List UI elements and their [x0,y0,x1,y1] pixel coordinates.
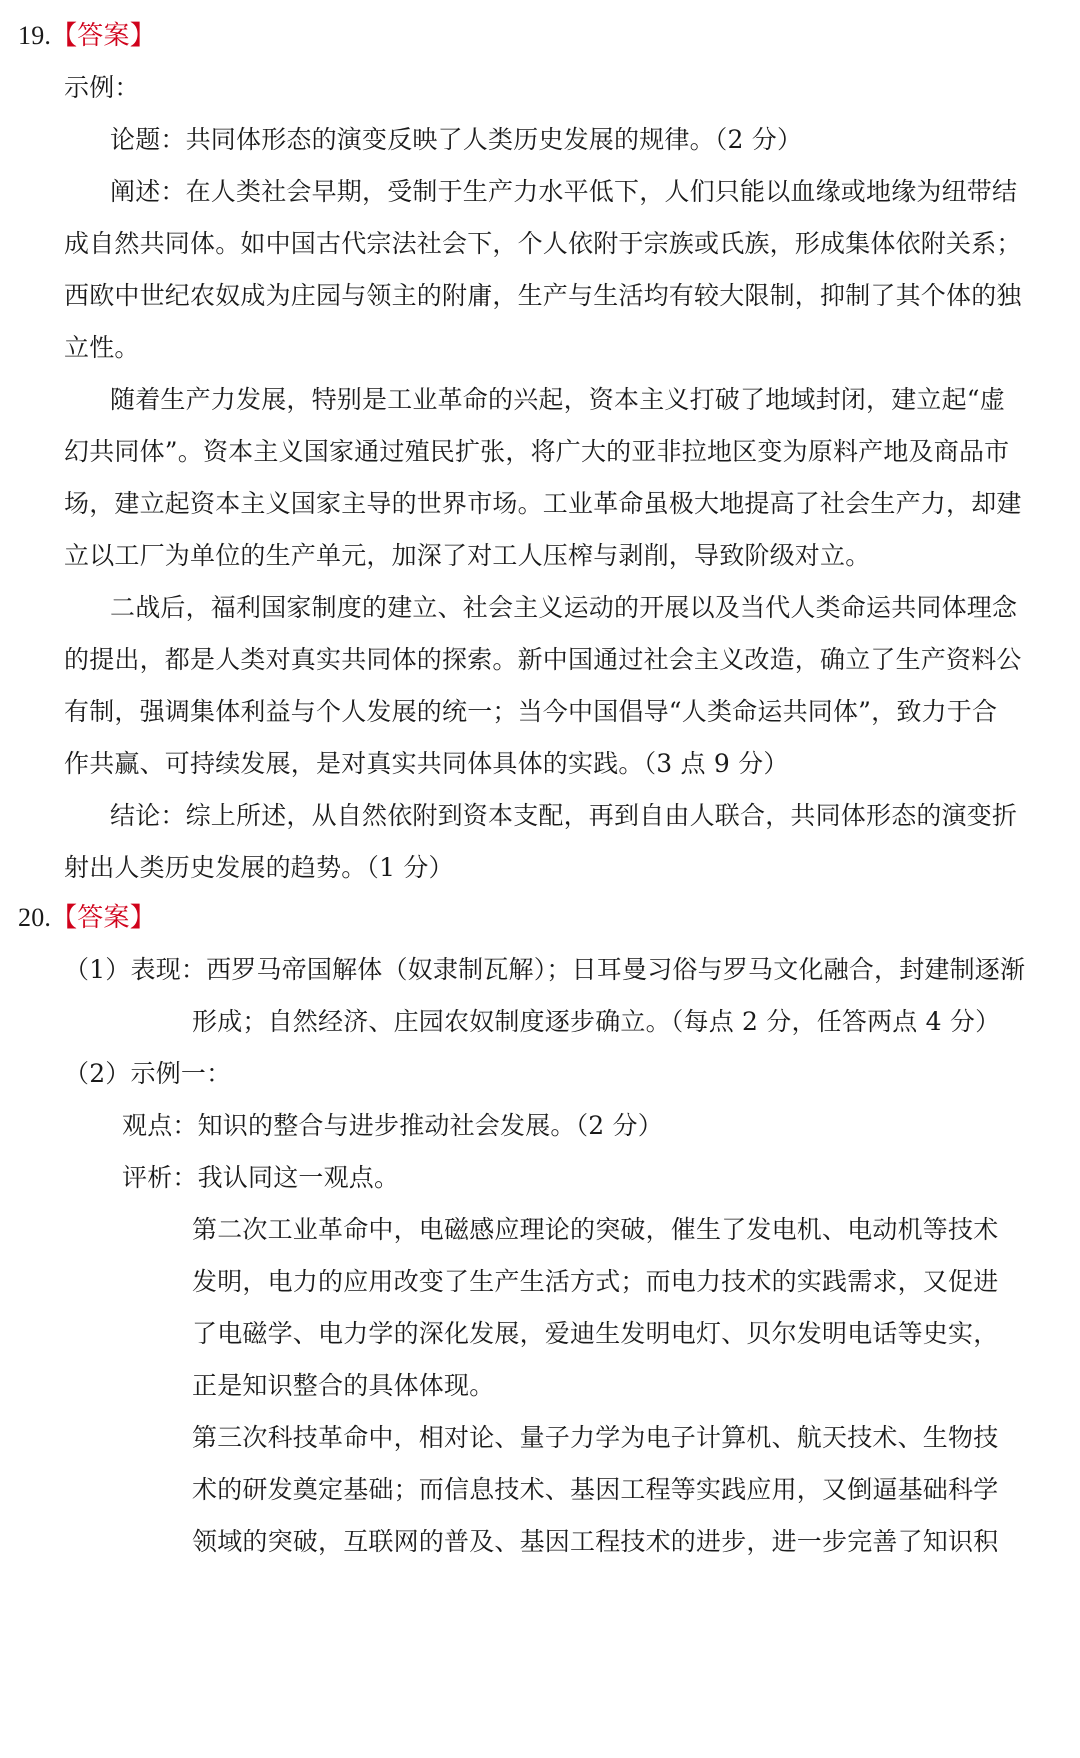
paragraph-line: 评析：我认同这一观点。 [122,1163,400,1192]
paragraph-line: 的提出，都是人类对真实共同体的探索。新中国通过社会主义改造，确立了生产资料公 [64,645,1022,674]
paragraph-line: 论题：共同体形态的演变反映了人类历史发展的规律。（2 分） [110,125,803,154]
paragraph-line: 西欧中世纪农奴成为庄园与领主的附庸，生产与生活均有较大限制，抑制了其个体的独 [64,281,1022,310]
paragraph-line: 观点：知识的整合与进步推动社会发展。（2 分） [122,1111,663,1140]
paragraph-line: 形成；自然经济、庄园农奴制度逐步确立。（每点 2 分，任答两点 4 分） [192,1007,1001,1036]
paragraph-line: （1）表现：西罗马帝国解体（奴隶制瓦解）；日耳曼习俗与罗马文化融合，封建制逐渐 [64,955,1026,984]
answer-tag: 【答案】 [51,903,156,933]
paragraph-line: 场，建立起资本主义国家主导的世界市场。工业革命虽极大地提高了社会生产力，却建 [64,489,1022,518]
paragraph-line: 第三次科技革命中，相对论、量子力学为电子计算机、航天技术、生物技 [192,1423,999,1452]
paragraph-line: 发明，电力的应用改变了生产生活方式；而电力技术的实践需求，又促进 [192,1267,999,1296]
question-number: 19. [18,21,52,50]
answer-tag: 【答案】 [51,21,156,51]
paragraph-line: 幻共同体”。资本主义国家通过殖民扩张，将广大的亚非拉地区变为原料产地及商品市 [64,437,1010,466]
paragraph-line: 了电磁学、电力学的深化发展，爱迪生发明电灯、贝尔发明电话等史实， [192,1319,999,1348]
question-number: 20. [18,903,52,932]
paragraph-line: 第二次工业革命中，电磁感应理论的突破，催生了发电机、电动机等技术 [192,1215,999,1244]
paragraph-line: 正是知识整合的具体体现。 [192,1371,495,1400]
paragraph-line: 立以工厂为单位的生产单元，加深了对工人压榨与剥削，导致阶级对立。 [64,541,871,570]
paragraph-line: 结论：综上所述，从自然依附到资本支配，再到自由人联合，共同体形态的演变折 [110,801,1018,830]
paragraph-line: 术的研发奠定基础；而信息技术、基因工程等实践应用，又倒逼基础科学 [192,1475,999,1504]
example-label: 示例： [64,73,140,102]
paragraph-line: （2）示例一： [64,1059,232,1088]
paragraph-line: 阐述：在人类社会早期，受制于生产力水平低下，人们只能以血缘或地缘为纽带结 [110,177,1018,206]
paragraph-line: 立性。 [64,333,140,362]
paragraph-line: 作共赢、可持续发展，是对真实共同体具体的实践。（3 点 9 分） [64,749,789,778]
paragraph-line: 成自然共同体。如中国古代宗法社会下，个人依附于宗族或氏族，形成集体依附关系； [64,229,1022,258]
paragraph-line: 射出人类历史发展的趋势。（1 分） [64,853,454,882]
paragraph-line: 有制，强调集体利益与个人发展的统一；当今中国倡导“人类命运共同体”，致力于合 [64,697,998,726]
paragraph-line: 随着生产力发展，特别是工业革命的兴起，资本主义打破了地域封闭，建立起“虚 [110,385,1005,414]
question-19-heading [18,18,156,54]
paragraph-line: 二战后，福利国家制度的建立、社会主义运动的开展以及当代人类命运共同体理念 [110,593,1018,622]
question-20-heading [18,900,156,936]
paragraph-line: 领域的突破，互联网的普及、基因工程技术的进步，进一步完善了知识积 [192,1527,999,1556]
